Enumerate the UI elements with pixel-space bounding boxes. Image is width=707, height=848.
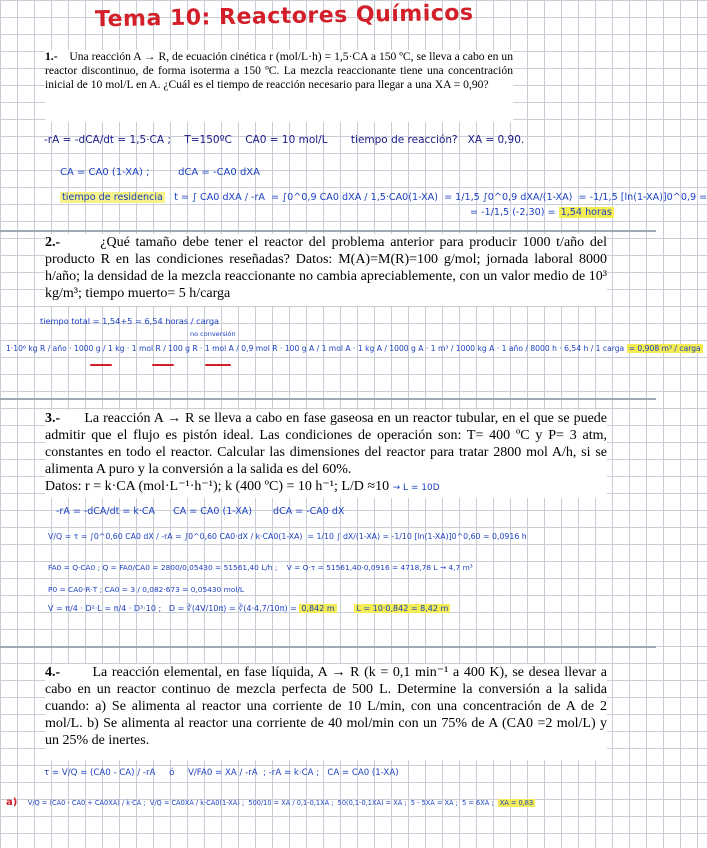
problem-number: 2.-	[45, 235, 61, 250]
page-title: Tema 10: Reactores Químicos	[94, 0, 474, 33]
p3-diameter-result: 0,842 m	[301, 604, 335, 613]
cancel-mark	[90, 364, 112, 366]
problem-text: Una reacción A → R, de ecuación cinética r (mol/L·h) = 1,5·CA a 150 ºC, se lleva a cabo en un reactor discontinuo, de forma isoterma a 150 ºC. La mezcla reaccionante tiene una concentración inicial de 10 mol/L en A. ¿Cuál es el tiempo de reacción necesario para llegar a una XA = 0,90?	[45, 50, 514, 92]
p3-note-line4: P0 = CA0·R·T ; CA0 = 3 / 0,082·673 = 0,05430 mol/L	[48, 585, 245, 594]
residence-time-label: tiempo de residencia	[62, 192, 163, 203]
problem-number: 4.-	[45, 665, 61, 680]
problem-1-statement	[45, 50, 513, 122]
problem-2-statement	[45, 234, 607, 306]
divider	[0, 398, 656, 400]
p1-note-line2: CA = CA0 (1-XA) ; dCA = -CA0 dXA	[60, 167, 260, 178]
p3-note-line2: V/Q = τ = ∫0^0,60 CA0 dX / -rA = ∫0^0,60 CA0·dX / k·CA0(1-XA) = 1/10 ∫ dX/(1-XA) = -1/10 [ln(1-XA)]0^0,60 = 0,0916 h	[48, 532, 527, 541]
p3-note-line3: FA0 = Q·CA0 ; Q = FA0/CA0 = 2800/0,05430 = 51561,40 L/h ; V = Q·τ = 51561,40·0,0916 = 4718,78 L → 4,7 m³	[48, 563, 473, 572]
cancel-mark	[152, 364, 174, 366]
p3-note-line1: -rA = -dCA/dt = k·CA CA = CA0 (1-XA) dCA = -CA0 dX	[56, 506, 345, 517]
problem-3-statement	[45, 410, 607, 498]
p4-note-line2: a) V/Q = (CA0 - CA0 + CA0XA) / k·CA ; V/Q = CA0XA / k·CA0(1-XA) ; 500/10 = XA / 0,1-0,1XA ; 50(0,1-0,1XA) = XA ; 5 - 5XA = XA ; 5 = 6XA ; XA = 0,83	[6, 797, 534, 808]
p1-note-line4: = -1/1,5 (-2,30) = 1,54 horas	[470, 207, 612, 218]
p1-note-line1: -rA = -dCA/dt = 1,5·CA ; T=150ºC CA0 = 10 mol/L tiempo de reacción? XA = 0,90.	[44, 134, 525, 146]
problem-text: ¿Qué tamaño debe tener el reactor del problema anterior para producir 1000 t/año del producto R en las condiciones reseñadas? Datos: M(A)=M(R)=100 g/mol; jornada laboral 8000 h/año; la densidad de la mezcla reaccionante no cambia apreciablemente, con un valor medio de 10³ kg/m³; tiempo muerto= 5 h/carga	[45, 235, 607, 301]
p4-note-line1: τ = V/Q = (CA0 - CA) / -rA ó V/FA0 = XA / -rA ; -rA = k·CA ; CA = CA0 (1-XA)	[44, 768, 399, 778]
p2-result: = 0,908 m³ / carga	[628, 344, 701, 353]
p1-result: 1,54 horas	[560, 207, 612, 218]
problem-text: La reacción A → R se lleva a cabo en fase gaseosa en un reactor tubular, en el que se puede admitir que el flujo es pistón ideal. Las condiciones de operación son: T= 400 ºC y P= 3 atm, constantes en todo el reactor. Calcular las dimensiones del reactor para tratar 2800 mol A/h, si se alimenta A puro y la conversión a la salida es del 60%.	[45, 411, 607, 477]
problem-4-statement	[45, 664, 607, 760]
p2-note-line2: 1·10⁶ kg R / año · 1000 g / 1 kg · 1 mol R / 100 g R · 1 mol A / 0,9 mol R · 100 g A / 1 mol A · 1 kg A / 1000 g A · 1 m³ / 1000 kg A · 1 año / 8000 h · 6,54 h / 1 carga = 0,908 m³ / carga	[6, 344, 701, 353]
p2-note-line1: tiempo total = 1,54+5 = 6,54 horas / carga	[40, 316, 220, 326]
divider	[0, 646, 656, 648]
l-d-relation: → L = 10D	[392, 483, 440, 493]
problem-data: Datos: r = k·CA (mol·L⁻¹·h⁻¹); k (400 ºC) = 10 h⁻¹; L/D ≈10	[45, 479, 390, 494]
p4-result: XA = 0,83	[499, 799, 534, 807]
problem-number: 1.-	[45, 50, 58, 63]
p3-note-line5: V = π/4 · D²·L = π/4 · D³·10 ; D = ∛(4V/10π) = ∛(4·4,7/10π) = 0,842 m L = 10·0,842 = 8,42 m	[48, 604, 449, 613]
problem-number: 3.-	[45, 411, 61, 426]
divider	[0, 230, 656, 232]
cancel-mark	[205, 364, 231, 366]
p2-note-annotation: no conversión	[190, 330, 236, 338]
problem-text: La reacción elemental, en fase líquida, A → R (k = 0,1 min⁻¹ a 400 K), se desea llevar a cabo en un reactor continuo de mezcla perfecta de 500 L. Determine la conversión a la salida cuando: a) Se alimenta al reactor una corriente de 10 L/min, con una concentración de A de 2 mol/L. b) Se alimenta al reactor una corriente de 40 mol/min con un 75% de A (CA0 =2 mol/L) y un 25% de inertes.	[45, 665, 607, 748]
p3-length-result: L = 10·0,842 = 8,42 m	[356, 604, 449, 613]
p1-note-line3: tiempo de residencia t = ∫ CA0 dXA / -rA = ∫0^0,9 CA0 dXA / 1,5·CA0(1-XA) = 1/1,5 ∫0^0,9 dXA/(1-XA) = -1/1,5 [ln(1-XA)]0^0,9 =	[62, 192, 707, 203]
